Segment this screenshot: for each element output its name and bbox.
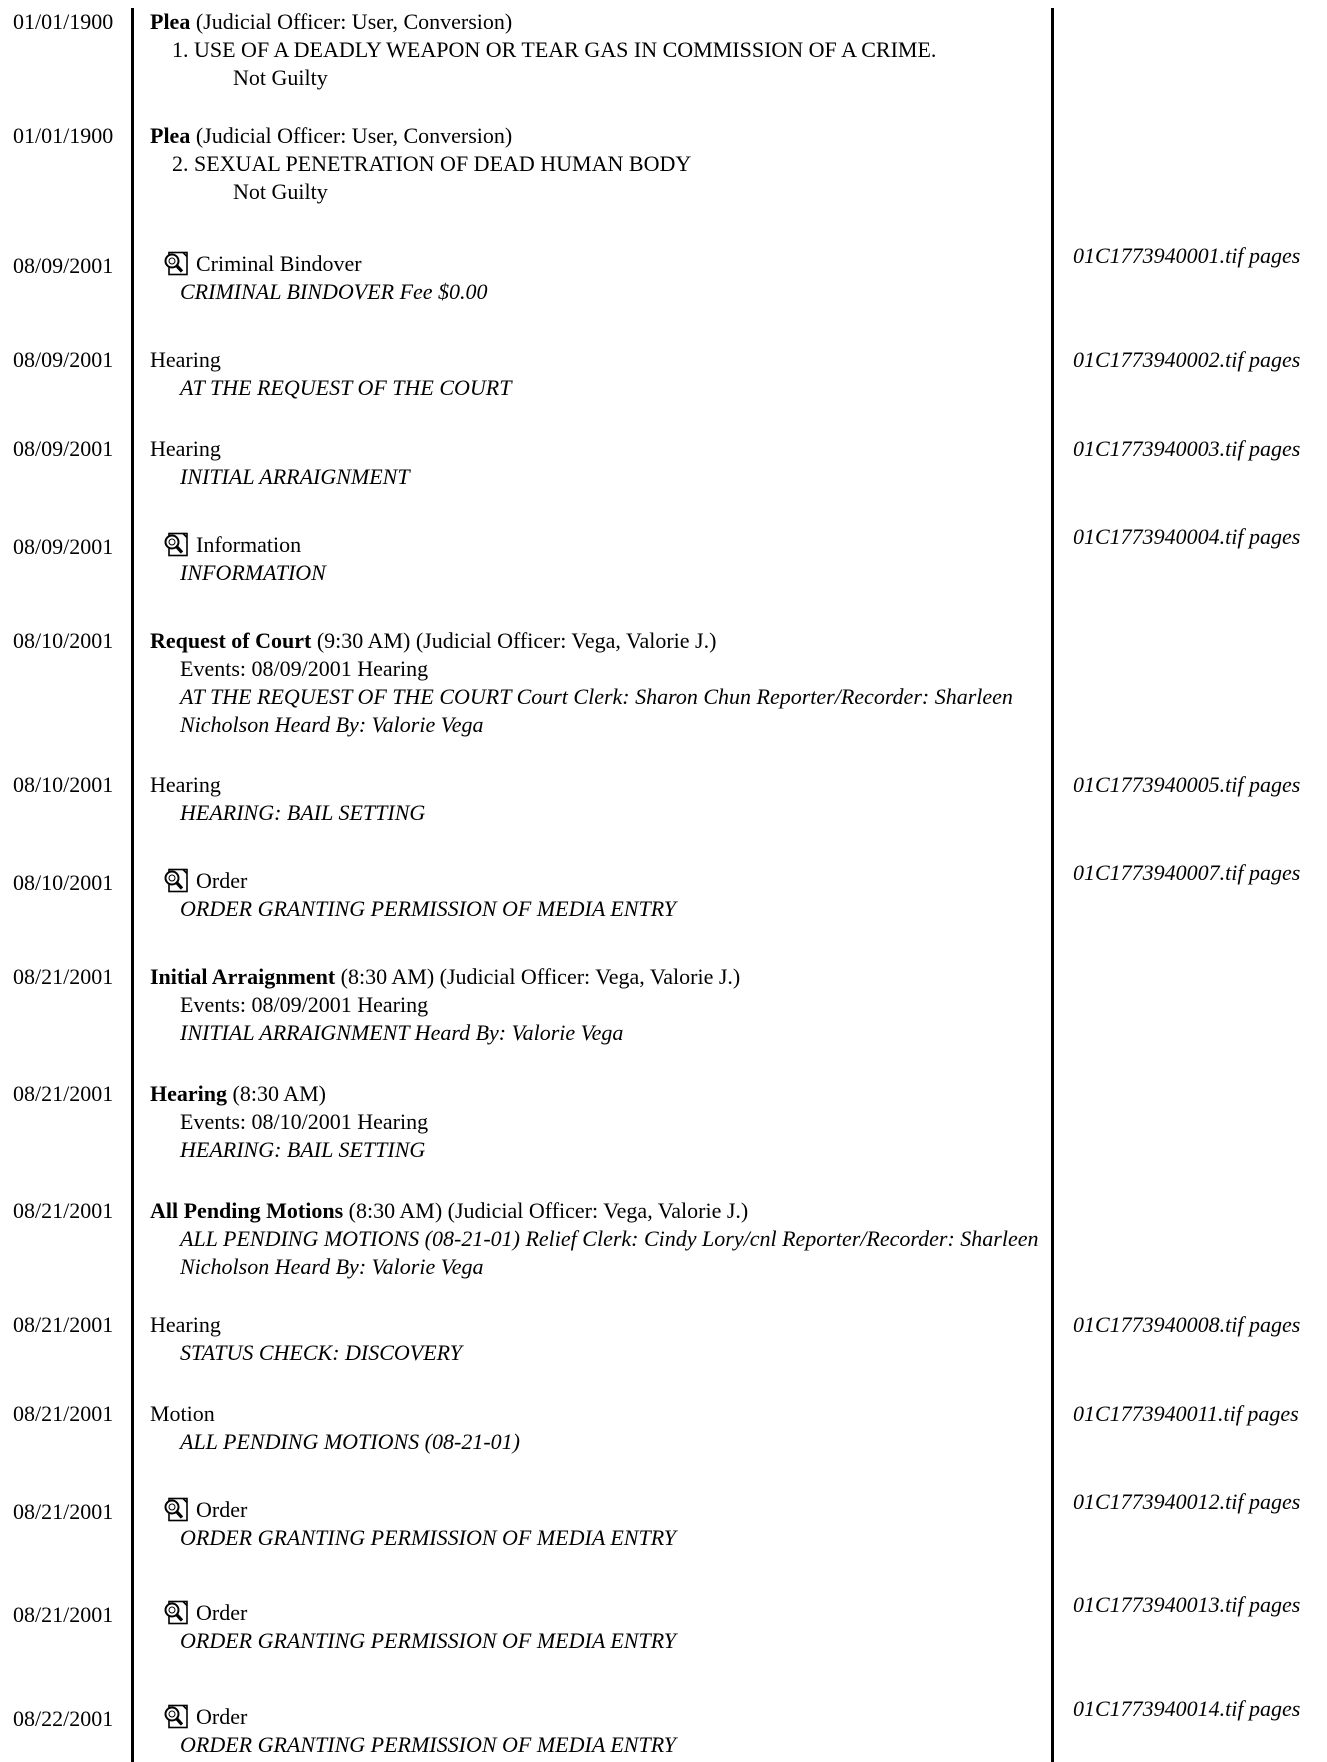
event-description: AT THE REQUEST OF THE COURT	[180, 375, 512, 400]
event-title: Request of Court	[150, 628, 312, 653]
event-detail: (8:30 AM) (Judicial Officer: Vega, Valorie J.)	[335, 964, 741, 989]
event-date: 08/21/2001	[13, 964, 114, 989]
event-title: Order	[196, 868, 248, 893]
event-heading[interactable]	[150, 867, 1040, 895]
event-date: 08/21/2001	[13, 1081, 114, 1106]
document-magnifier-icon[interactable]	[162, 868, 192, 894]
event-heading	[150, 122, 1040, 150]
event-date: 08/21/2001	[13, 1312, 114, 1337]
event-date: 08/09/2001	[13, 253, 114, 278]
event-date: 08/21/2001	[13, 1401, 114, 1426]
image-file-link[interactable]: 01C1773940011.tif pages	[1073, 1401, 1299, 1426]
plea-result: Not Guilty	[233, 65, 328, 90]
event-description: ORDER GRANTING PERMISSION OF MEDIA ENTRY	[180, 1732, 676, 1757]
event-date: 08/21/2001	[13, 1198, 114, 1223]
event-content	[150, 963, 1040, 1047]
event-heading	[150, 8, 1040, 36]
event-detail: (8:30 AM) (Judicial Officer: Vega, Valorie J.)	[343, 1198, 749, 1223]
event-linked-events: Events: 08/10/2001 Hearing	[180, 1109, 429, 1134]
event-heading[interactable]	[150, 1703, 1040, 1731]
event-date: 08/10/2001	[13, 628, 114, 653]
event-description: ALL PENDING MOTIONS (08-21-01)	[180, 1429, 520, 1454]
event-title: Hearing	[150, 1081, 227, 1106]
document-magnifier-icon[interactable]	[162, 1497, 192, 1523]
event-date: 08/10/2001	[13, 870, 114, 895]
column-divider-right	[1051, 8, 1054, 1762]
event-title: Criminal Bindover	[196, 251, 362, 276]
event-content	[150, 346, 1040, 402]
event-heading	[150, 963, 1040, 991]
event-date: 08/09/2001	[13, 436, 114, 461]
image-file-link[interactable]: 01C1773940002.tif pages	[1073, 347, 1301, 372]
event-heading[interactable]	[150, 1599, 1040, 1627]
event-description: STATUS CHECK: DISCOVERY	[180, 1340, 462, 1365]
event-heading[interactable]	[150, 1496, 1040, 1524]
event-heading[interactable]	[150, 531, 1040, 559]
plea-result: Not Guilty	[233, 179, 328, 204]
event-date: 01/01/1900	[13, 123, 114, 148]
event-content	[150, 435, 1040, 491]
image-file-link[interactable]: 01C1773940008.tif pages	[1073, 1312, 1301, 1337]
event-content	[150, 1701, 1040, 1759]
charge-text: 1. USE OF A DEADLY WEAPON OR TEAR GAS IN COMMISSION OF A CRIME.	[172, 37, 937, 62]
event-description: ALL PENDING MOTIONS (08-21-01) Relief Clerk: Cindy Lory/cnl Reporter/Recorder: Sharleen Nicholson Heard By: Valorie Vega	[180, 1226, 1039, 1279]
image-file-link[interactable]: 01C1773940003.tif pages	[1073, 436, 1301, 461]
event-description: AT THE REQUEST OF THE COURT Court Clerk: Sharon Chun Reporter/Recorder: Sharleen Nicholson Heard By: Valorie Vega	[180, 684, 1013, 737]
event-content	[150, 248, 1040, 306]
event-detail: (9:30 AM) (Judicial Officer: Vega, Valorie J.)	[311, 628, 717, 653]
column-divider-left	[131, 8, 134, 1762]
event-title: Motion	[150, 1401, 215, 1426]
event-content	[150, 8, 1040, 92]
event-date: 08/21/2001	[13, 1602, 114, 1627]
image-file-link[interactable]: 01C1773940005.tif pages	[1073, 772, 1301, 797]
event-description: CRIMINAL BINDOVER Fee $0.00	[180, 279, 488, 304]
event-detail: (Judicial Officer: User, Conversion)	[190, 123, 513, 148]
document-magnifier-icon[interactable]	[162, 251, 192, 277]
event-description: HEARING: BAIL SETTING	[180, 800, 426, 825]
event-title: Order	[196, 1497, 248, 1522]
event-title: Hearing	[150, 347, 221, 372]
image-file-link[interactable]: 01C1773940012.tif pages	[1073, 1489, 1301, 1514]
image-file-link[interactable]: 01C1773940004.tif pages	[1073, 524, 1301, 549]
charge-text: 2. SEXUAL PENETRATION OF DEAD HUMAN BODY	[172, 151, 692, 176]
event-title: Plea	[150, 123, 191, 148]
image-file-link[interactable]: 01C1773940014.tif pages	[1073, 1696, 1301, 1721]
event-title: Hearing	[150, 436, 221, 461]
event-linked-events: Events: 08/09/2001 Hearing	[180, 992, 429, 1017]
event-description: ORDER GRANTING PERMISSION OF MEDIA ENTRY	[180, 1628, 676, 1653]
event-description: HEARING: BAIL SETTING	[180, 1137, 426, 1162]
event-content	[150, 122, 1040, 206]
event-heading[interactable]	[150, 250, 1040, 278]
event-content	[150, 771, 1040, 827]
event-description: ORDER GRANTING PERMISSION OF MEDIA ENTRY	[180, 1525, 676, 1550]
event-content	[150, 1080, 1040, 1164]
event-date: 08/09/2001	[13, 534, 114, 559]
event-title: Information	[196, 532, 302, 557]
event-description: ORDER GRANTING PERMISSION OF MEDIA ENTRY	[180, 896, 676, 921]
event-detail: (Judicial Officer: User, Conversion)	[190, 9, 513, 34]
event-title: All Pending Motions	[150, 1198, 344, 1223]
image-file-link[interactable]: 01C1773940013.tif pages	[1073, 1592, 1301, 1617]
event-content	[150, 1597, 1040, 1655]
event-content	[150, 1311, 1040, 1367]
event-title: Hearing	[150, 772, 221, 797]
event-heading	[150, 627, 1040, 655]
event-date: 01/01/1900	[13, 9, 114, 34]
event-content	[150, 1197, 1040, 1281]
image-file-link[interactable]: 01C1773940007.tif pages	[1073, 860, 1301, 885]
event-content	[150, 1400, 1040, 1456]
event-detail: (8:30 AM)	[227, 1081, 326, 1106]
event-description: INITIAL ARRAIGNMENT Heard By: Valorie Vega	[180, 1020, 624, 1045]
document-magnifier-icon[interactable]	[162, 1704, 192, 1730]
event-date: 08/22/2001	[13, 1706, 114, 1731]
event-content	[150, 627, 1040, 739]
image-file-link[interactable]: 01C1773940001.tif pages	[1073, 243, 1301, 268]
event-description: INITIAL ARRAIGNMENT	[180, 464, 410, 489]
event-heading	[150, 1197, 1040, 1225]
event-content	[150, 865, 1040, 923]
event-title: Order	[196, 1600, 248, 1625]
event-date: 08/09/2001	[13, 347, 114, 372]
event-content	[150, 1494, 1040, 1552]
event-heading	[150, 1080, 1040, 1108]
document-magnifier-icon[interactable]	[162, 1600, 192, 1626]
document-magnifier-icon[interactable]	[162, 532, 192, 558]
event-description: INFORMATION	[180, 560, 326, 585]
event-date: 08/21/2001	[13, 1499, 114, 1524]
event-content	[150, 529, 1040, 587]
event-linked-events: Events: 08/09/2001 Hearing	[180, 656, 429, 681]
event-title: Order	[196, 1704, 248, 1729]
event-title: Initial Arraignment	[150, 964, 336, 989]
event-title: Plea	[150, 9, 191, 34]
event-title: Hearing	[150, 1312, 221, 1337]
event-date: 08/10/2001	[13, 772, 114, 797]
